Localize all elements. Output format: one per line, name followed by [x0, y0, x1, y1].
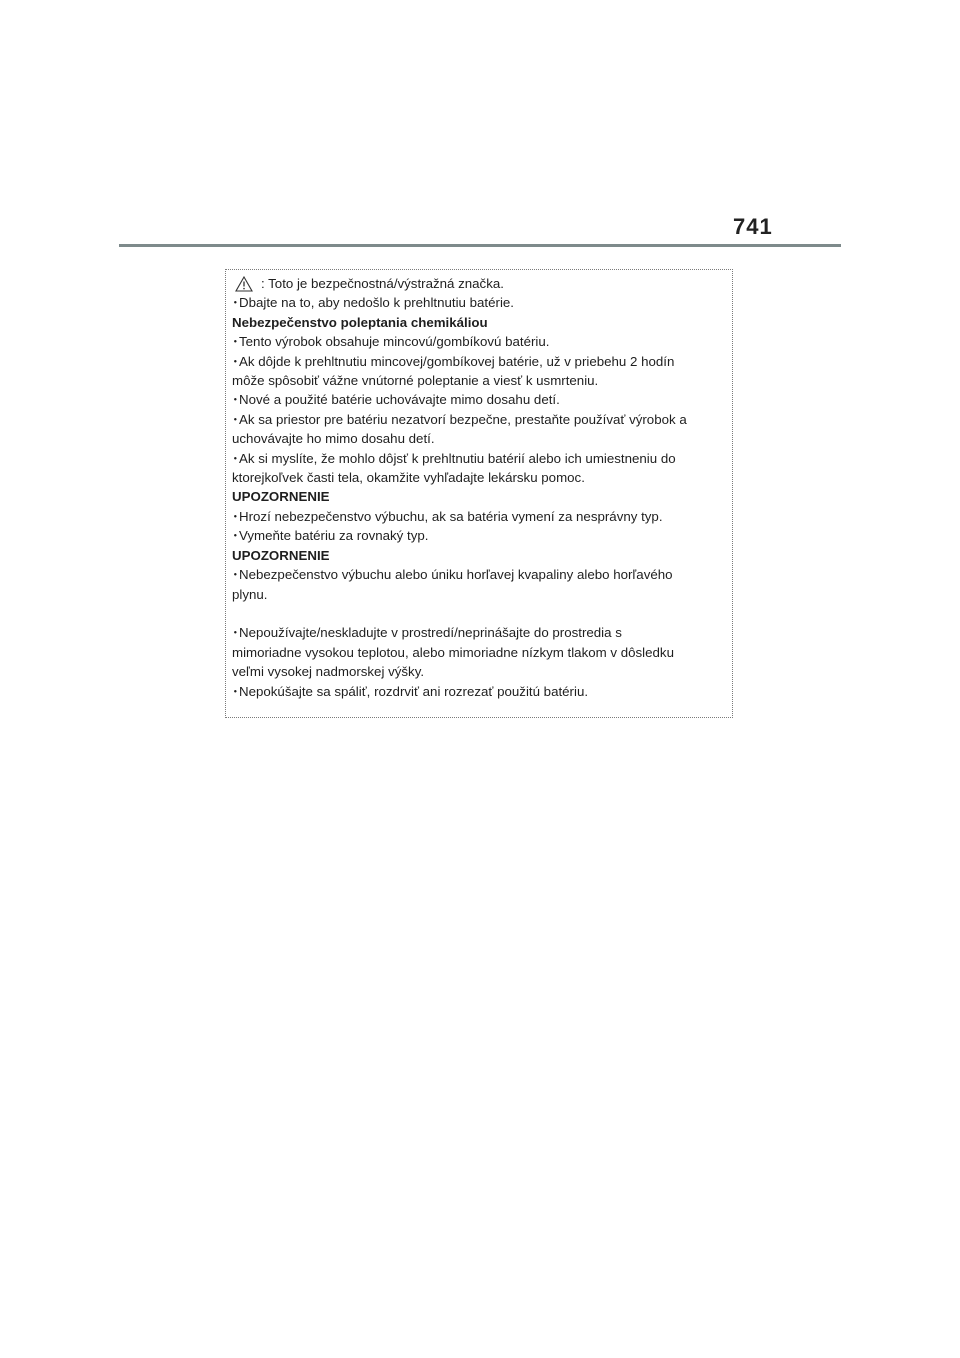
notice-line [232, 429, 727, 448]
bullet-mark: ･ [232, 450, 239, 466]
notice-line-text: ktorejkoľvek časti tela, okamžite vyhľadajte lekársku pomoc. [232, 470, 585, 486]
notice-line-text: Ak sa priestor pre batériu nezatvorí bezpečne, prestaňte používať výrobok a [239, 411, 687, 427]
notice-line-text: UPOZORNENIE [232, 489, 330, 505]
section-heading [232, 313, 727, 332]
notice-line-text: Nebezpečenstvo poleptania chemikáliou [232, 314, 488, 330]
bullet-mark: ･ [232, 392, 239, 408]
notice-line [232, 390, 727, 409]
bullet-mark: ･ [232, 567, 239, 583]
notice-line [232, 410, 727, 429]
notice-line [232, 293, 727, 312]
symbol-legend-text: : Toto je bezpečnostná/výstražná značka. [261, 276, 504, 291]
notice-line [232, 332, 727, 351]
bullet-mark: ･ [232, 334, 239, 350]
notice-line [232, 643, 727, 662]
bullet-mark: ･ [232, 508, 239, 524]
bullet-mark: ･ [232, 353, 239, 369]
bullet-mark: ･ [232, 411, 239, 427]
notice-line-text: UPOZORNENIE [232, 547, 330, 563]
notice-line-text: plynu. [232, 586, 268, 602]
notice-line [232, 662, 727, 681]
notice-lines [232, 293, 727, 701]
notice-line [232, 468, 727, 487]
notice-line-text: Dbajte na to, aby nedošlo k prehltnutiu batérie. [239, 295, 514, 311]
warning-triangle-icon [235, 276, 253, 292]
notice-line [232, 585, 727, 604]
notice-line-text: uchovávajte ho mimo dosahu detí. [232, 431, 435, 447]
page-number: 741 [733, 214, 773, 239]
bullet-mark: ･ [232, 528, 239, 544]
symbol-legend [232, 274, 727, 293]
notice-line-text: môže spôsobiť vážne vnútorné poleptanie a viesť k usmrteniu. [232, 373, 599, 389]
blank-line [232, 604, 727, 623]
section-heading [232, 546, 727, 565]
notice-line-text: Nepoužívajte/neskladujte v prostredí/neprinášajte do prostredia s [239, 625, 622, 641]
notice-line-text: Tento výrobok obsahuje mincovú/gombíkovú batériu. [239, 334, 550, 350]
notice-line [232, 352, 727, 371]
notice-line [232, 449, 727, 468]
notice-line [232, 526, 727, 545]
notice-line [232, 371, 727, 390]
bullet-mark: ･ [232, 625, 239, 641]
bullet-mark: ･ [232, 683, 239, 699]
safety-notice-content [232, 274, 727, 701]
notice-line [232, 565, 727, 584]
notice-line-text: Hrozí nebezpečenstvo výbuchu, ak sa batéria vymení za nesprávny typ. [239, 508, 663, 524]
notice-line [232, 682, 727, 701]
notice-line-text: Nepokúšajte sa spáliť, rozdrviť ani rozrezať použitú batériu. [239, 683, 589, 699]
notice-line-text: Nebezpečenstvo výbuchu alebo úniku horľavej kvapaliny alebo horľavého [239, 567, 673, 583]
notice-line-text: Nové a použité batérie uchovávajte mimo dosahu detí. [239, 392, 560, 408]
section-heading [232, 487, 727, 506]
bullet-mark: ･ [232, 295, 239, 311]
notice-line-text: Ak dôjde k prehltnutiu mincovej/gombíkovej batérie, už v priebehu 2 hodín [239, 353, 675, 369]
notice-line-text: veľmi vysokej nadmorskej výšky. [232, 664, 425, 680]
notice-line-text: mimoriadne vysokou teplotou, alebo mimoriadne nízkym tlakom v dôsledku [232, 644, 674, 660]
notice-line-text: Vymeňte batériu za rovnaký typ. [239, 528, 429, 544]
notice-line [232, 623, 727, 642]
header-rule [119, 244, 841, 247]
notice-line [232, 507, 727, 526]
notice-line-text: Ak si myslíte, že mohlo dôjsť k prehltnutiu batérií alebo ich umiestneniu do [239, 450, 676, 466]
